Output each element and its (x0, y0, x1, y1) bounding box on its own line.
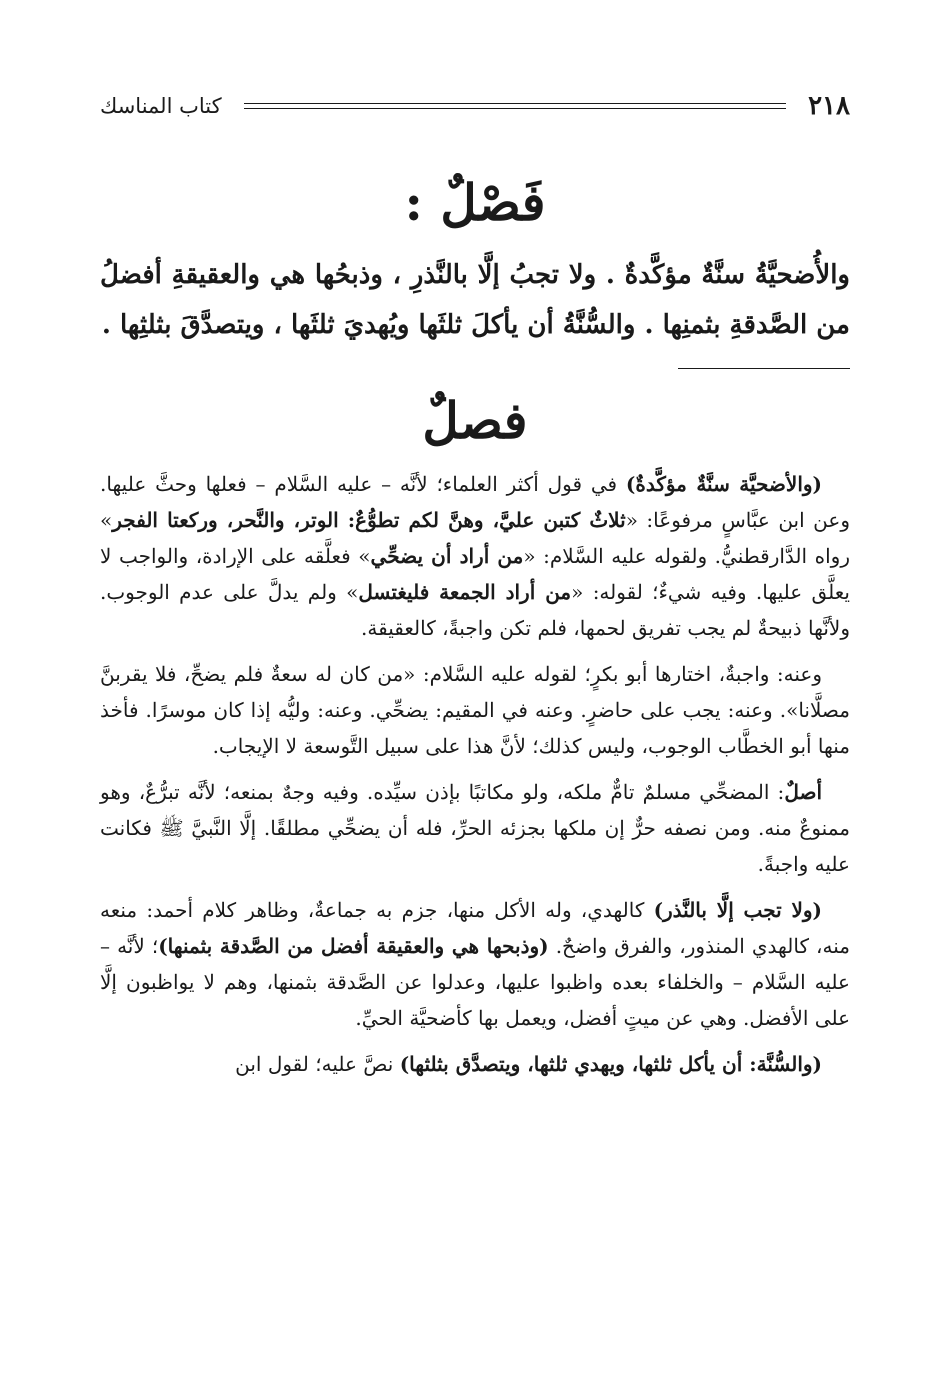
sharh-heading: فصلٌ (422, 391, 528, 450)
hadith-quote: من أراد الجمعة فليغتسل (358, 580, 572, 604)
sharh-body (100, 466, 850, 1092)
commentary-text: كالهدي، وله الأكل منها، جزم به جماعةٌ، وظاهر كلام أحمد: منعه منه، كالهدي المنذور، والفرق واضحٌ. (100, 898, 850, 958)
book-title: كتاب المناسك (100, 94, 222, 118)
commentary-text: نصَّ عليه؛ لقول ابن (235, 1052, 400, 1076)
sharh-paragraph-3 (100, 774, 850, 882)
quoted-matn: (ولا تجب إلَّا بالنَّذر) (653, 898, 823, 922)
matn-text: والأُضحيَّةُ سنَّةٌ مؤكَّدةٌ . ولا تجبُ إلَّا بالنَّذرِ ، وذبحُها هي والعقيقةِ أفضلُ من الصَّدقةِ بثمنِها . والسُّنَّةُ أن يأكلَ ثلثَها ويُهديَ ثلثَها ، ويتصدَّقَ بثلثِها . (100, 260, 850, 340)
hadith-quote: من أراد أن يضحِّي (370, 544, 524, 568)
sharh-paragraph-2: وعنه: واجبةٌ، اختارها أبو بكرٍ؛ لقوله عليه السَّلام: «من كان له سعةٌ فلم يضحِّ، فلا يقربنَّ مصلَّانا». وعنه: يجب على حاضرٍ. وعنه في المقيم: يضحِّي. وعنه: وليُّه إذا كان موسرًا. فأخذ منها أبو الخطَّاب الوجوب، وليس كذلك؛ لأنَّ هذا على سبيل التَّوسعة لا الإيجاب. (100, 662, 850, 758)
sharh-paragraph-4 (100, 892, 850, 1036)
commentary-text: : المضحِّي مسلمٌ تامٌّ ملكه، ولو مكاتبًا بإذن سيِّده. وفيه وجهٌ بمنعه؛ لأنَّه تبرُّعٌ، وهو ممنوعٌ منه. ومن نصفه حرٌّ إن ملكها بجزئه الحرِّ، فله أن يضحِّي مطلقًا. إلَّا النَّبيَّ ﷺ فكانت عليه واجبةً. (100, 780, 850, 876)
matn-separator (678, 368, 850, 369)
header-rule (244, 103, 787, 109)
page-header (100, 86, 850, 126)
matn-heading: فَصْلٌ : (404, 173, 546, 232)
commentary-text: » ولم يدلَّ على عدم الوجوب. ولأنَّها ذبيحةٌ لم يجب تفريق لحمها، فلم تكن واجبةً، كالعقيقة. (100, 580, 850, 640)
commentary-text: » رواه الدَّارقطنيُّ. ولقوله عليه السَّلام: « (100, 508, 850, 568)
sharh-paragraph-5 (100, 1046, 850, 1082)
quoted-matn: (والسُّنَّة: أن يأكل ثلثها، ويهدي ثلثها، ويتصدَّق بثلثها) (399, 1052, 822, 1076)
commentary-text: في قول أكثر العلماء؛ لأنَّه – عليه السَّلام – فعلها وحثَّ عليها. وعن ابن عبَّاسٍ مرفوعًا: « (100, 472, 850, 532)
commentary-text: » فعلَّقه على الإرادة، والواجب لا يعلَّق عليها. وفيه شيءٌ؛ لقوله: « (100, 544, 850, 604)
quoted-matn: (والأضحيَّة سنَّةٌ مؤكَّدةٌ) (625, 472, 823, 496)
quoted-matn: (وذبحها هي والعقيقة أفضل من الصَّدقة بثمنها) (158, 934, 549, 958)
asl-label: أصلٌ (784, 780, 822, 804)
sharh-paragraph-1 (100, 466, 850, 646)
page-number: ٢١٨ (808, 91, 850, 121)
hadith-quote: ثلاثٌ كتبن عليَّ، وهنَّ لكم تطوُّعٌ: الوتر، والنَّحر، وركعتا الفجر (112, 508, 626, 532)
commentary-text: ؛ لأنَّه – عليه السَّلام – والخلفاء بعده واظبوا عليها، وعدلوا عن الصَّدقة بثمنها، وهم لا يواظبون إلَّا على الأفضل. وهي عن ميتٍ أفضل، ويعمل بها كأضحيَّة الحيِّ. (100, 934, 850, 1030)
